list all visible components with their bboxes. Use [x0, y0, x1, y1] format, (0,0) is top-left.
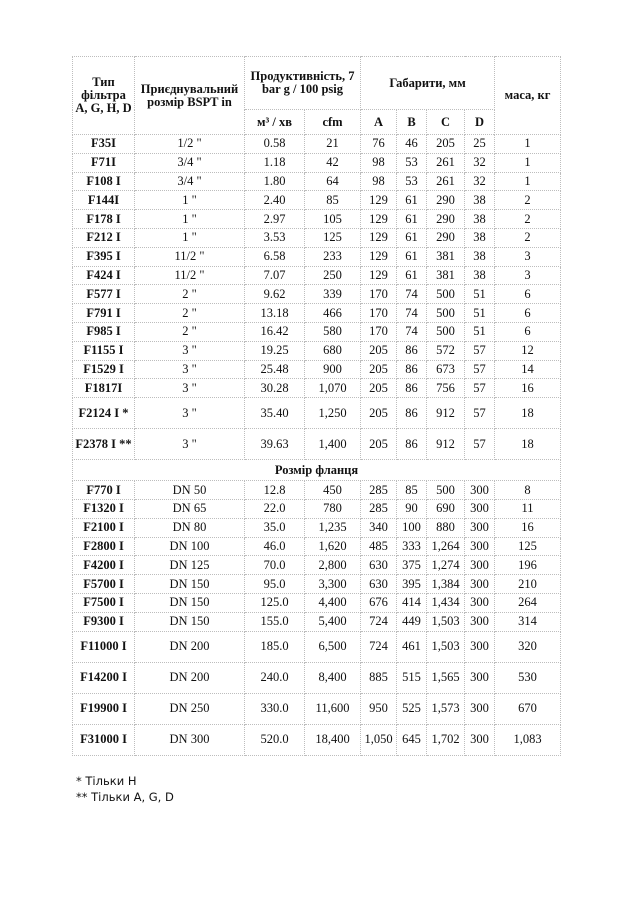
dim-a-cell: 205 — [361, 429, 397, 460]
capacity-m3-cell: 35.0 — [245, 518, 305, 537]
capacity-m3-cell: 95.0 — [245, 575, 305, 594]
mass-cell: 1,083 — [495, 724, 561, 755]
capacity-m3-cell: 2.40 — [245, 191, 305, 210]
header-connection-size: Приєднувальний розмір BSPT in — [135, 57, 245, 135]
filter-type-cell: F2100 I — [73, 518, 135, 537]
dim-d-cell: 57 — [465, 398, 495, 429]
connection-size-cell: DN 125 — [135, 556, 245, 575]
dim-b-cell: 90 — [397, 499, 427, 518]
dim-c-cell: 1,565 — [427, 662, 465, 693]
dim-a-cell: 129 — [361, 228, 397, 247]
connection-size-cell: 3 " — [135, 360, 245, 379]
filter-spec-table — [72, 56, 561, 756]
capacity-cfm-cell: 1,070 — [305, 379, 361, 398]
dim-a-cell: 129 — [361, 247, 397, 266]
capacity-m3-cell: 13.18 — [245, 304, 305, 323]
connection-size-cell: DN 250 — [135, 693, 245, 724]
mass-cell: 264 — [495, 593, 561, 612]
header-dimensions: Габарити, мм — [361, 57, 495, 110]
capacity-m3-cell: 1.18 — [245, 153, 305, 172]
dim-b-cell: 74 — [397, 304, 427, 323]
capacity-cfm-cell: 233 — [305, 247, 361, 266]
capacity-cfm-cell: 1,400 — [305, 429, 361, 460]
dim-b-cell: 74 — [397, 322, 427, 341]
capacity-cfm-cell: 21 — [305, 135, 361, 154]
header-dim-c: C — [427, 110, 465, 135]
capacity-m3-cell: 30.28 — [245, 379, 305, 398]
dim-c-cell: 261 — [427, 172, 465, 191]
connection-size-cell: 2 " — [135, 304, 245, 323]
filter-type-cell: F395 I — [73, 247, 135, 266]
dim-c-cell: 290 — [427, 191, 465, 210]
mass-cell: 1 — [495, 135, 561, 154]
filter-type-cell: F212 I — [73, 228, 135, 247]
dim-b-cell: 515 — [397, 662, 427, 693]
dim-b-cell: 86 — [397, 379, 427, 398]
dim-b-cell: 53 — [397, 172, 427, 191]
connection-size-cell: 1 " — [135, 228, 245, 247]
footnote-agd-only: ** Тільки A, G, D — [76, 790, 174, 804]
dim-a-cell: 170 — [361, 285, 397, 304]
header-dim-a: A — [361, 110, 397, 135]
capacity-m3-cell: 39.63 — [245, 429, 305, 460]
capacity-cfm-cell: 450 — [305, 481, 361, 500]
table-row — [73, 153, 561, 172]
table-row — [73, 631, 561, 662]
capacity-m3-cell: 2.97 — [245, 210, 305, 229]
capacity-m3-cell: 185.0 — [245, 631, 305, 662]
header-capacity: Продуктивність, 7 bar g / 100 psig — [245, 57, 361, 110]
mass-cell: 320 — [495, 631, 561, 662]
table-row — [73, 322, 561, 341]
mass-cell: 1 — [495, 153, 561, 172]
dim-b-cell: 395 — [397, 575, 427, 594]
table-row — [73, 662, 561, 693]
dim-b-cell: 61 — [397, 266, 427, 285]
dim-a-cell: 76 — [361, 135, 397, 154]
mass-cell: 12 — [495, 341, 561, 360]
mass-cell: 314 — [495, 612, 561, 631]
flange-section-title: Розмір фланця — [73, 460, 561, 481]
dim-b-cell: 333 — [397, 537, 427, 556]
connection-size-cell: 11/2 " — [135, 266, 245, 285]
connection-size-cell: DN 200 — [135, 662, 245, 693]
dim-c-cell: 261 — [427, 153, 465, 172]
dim-a-cell: 724 — [361, 631, 397, 662]
capacity-cfm-cell: 85 — [305, 191, 361, 210]
connection-size-cell: 3 " — [135, 341, 245, 360]
connection-size-cell: DN 80 — [135, 518, 245, 537]
filter-type-cell: F577 I — [73, 285, 135, 304]
filter-type-cell: F2124 I * — [73, 398, 135, 429]
filter-type-cell: F2800 I — [73, 537, 135, 556]
dim-b-cell: 375 — [397, 556, 427, 575]
dim-c-cell: 1,384 — [427, 575, 465, 594]
filter-type-cell: F108 I — [73, 172, 135, 191]
filter-type-cell: F985 I — [73, 322, 135, 341]
flange-section — [73, 460, 561, 481]
header-mass: маса, кг — [495, 57, 561, 135]
dim-b-cell: 46 — [397, 135, 427, 154]
connection-size-cell: DN 65 — [135, 499, 245, 518]
threaded-rows — [73, 135, 561, 460]
table-row — [73, 429, 561, 460]
dim-d-cell: 300 — [465, 537, 495, 556]
table-row — [73, 135, 561, 154]
dim-a-cell: 205 — [361, 341, 397, 360]
dim-a-cell: 205 — [361, 360, 397, 379]
mass-cell: 125 — [495, 537, 561, 556]
dim-a-cell: 170 — [361, 304, 397, 323]
capacity-cfm-cell: 64 — [305, 172, 361, 191]
table-row — [73, 285, 561, 304]
connection-size-cell: DN 150 — [135, 575, 245, 594]
table-row — [73, 228, 561, 247]
dim-a-cell: 950 — [361, 693, 397, 724]
dim-d-cell: 57 — [465, 341, 495, 360]
capacity-cfm-cell: 6,500 — [305, 631, 361, 662]
capacity-cfm-cell: 105 — [305, 210, 361, 229]
dim-c-cell: 500 — [427, 285, 465, 304]
capacity-cfm-cell: 466 — [305, 304, 361, 323]
connection-size-cell: 3/4 " — [135, 172, 245, 191]
capacity-m3-cell: 35.40 — [245, 398, 305, 429]
dim-d-cell: 300 — [465, 724, 495, 755]
capacity-cfm-cell: 8,400 — [305, 662, 361, 693]
dim-a-cell: 340 — [361, 518, 397, 537]
mass-cell: 2 — [495, 228, 561, 247]
connection-size-cell: DN 200 — [135, 631, 245, 662]
flange-rows — [73, 481, 561, 755]
dim-a-cell: 285 — [361, 481, 397, 500]
dim-a-cell: 205 — [361, 379, 397, 398]
capacity-cfm-cell: 2,800 — [305, 556, 361, 575]
dim-c-cell: 756 — [427, 379, 465, 398]
dim-d-cell: 38 — [465, 191, 495, 210]
connection-size-cell: DN 300 — [135, 724, 245, 755]
dim-a-cell: 285 — [361, 499, 397, 518]
filter-type-cell: F7500 I — [73, 593, 135, 612]
dim-d-cell: 51 — [465, 285, 495, 304]
dim-c-cell: 1,434 — [427, 593, 465, 612]
filter-type-cell: F1320 I — [73, 499, 135, 518]
dim-c-cell: 1,503 — [427, 631, 465, 662]
dim-a-cell: 676 — [361, 593, 397, 612]
dim-c-cell: 290 — [427, 210, 465, 229]
table-row — [73, 398, 561, 429]
filter-type-cell: F424 I — [73, 266, 135, 285]
capacity-cfm-cell: 4,400 — [305, 593, 361, 612]
table-row — [73, 172, 561, 191]
capacity-cfm-cell: 1,235 — [305, 518, 361, 537]
dim-d-cell: 38 — [465, 228, 495, 247]
dim-a-cell: 724 — [361, 612, 397, 631]
dim-d-cell: 300 — [465, 693, 495, 724]
connection-size-cell: 11/2 " — [135, 247, 245, 266]
header-dim-d: D — [465, 110, 495, 135]
dim-c-cell: 912 — [427, 429, 465, 460]
connection-size-cell: 1 " — [135, 210, 245, 229]
dim-b-cell: 61 — [397, 247, 427, 266]
capacity-cfm-cell: 18,400 — [305, 724, 361, 755]
dim-b-cell: 61 — [397, 228, 427, 247]
dim-c-cell: 1,274 — [427, 556, 465, 575]
mass-cell: 8 — [495, 481, 561, 500]
mass-cell: 16 — [495, 518, 561, 537]
filter-type-cell: F178 I — [73, 210, 135, 229]
table-row — [73, 693, 561, 724]
dim-a-cell: 129 — [361, 191, 397, 210]
filter-type-cell: F9300 I — [73, 612, 135, 631]
capacity-cfm-cell: 1,250 — [305, 398, 361, 429]
capacity-cfm-cell: 680 — [305, 341, 361, 360]
dim-d-cell: 300 — [465, 612, 495, 631]
mass-cell: 16 — [495, 379, 561, 398]
filter-type-cell: F11000 I — [73, 631, 135, 662]
footnote-h-only: * Тільки H — [76, 774, 137, 788]
capacity-m3-cell: 9.62 — [245, 285, 305, 304]
dim-d-cell: 57 — [465, 429, 495, 460]
mass-cell: 11 — [495, 499, 561, 518]
table-row — [73, 612, 561, 631]
dim-b-cell: 86 — [397, 398, 427, 429]
header-capacity-cfm: cfm — [305, 110, 361, 135]
dim-c-cell: 500 — [427, 481, 465, 500]
table-row — [73, 537, 561, 556]
table-row — [73, 593, 561, 612]
capacity-m3-cell: 0.58 — [245, 135, 305, 154]
capacity-cfm-cell: 780 — [305, 499, 361, 518]
connection-size-cell: DN 150 — [135, 593, 245, 612]
dim-b-cell: 461 — [397, 631, 427, 662]
capacity-m3-cell: 1.80 — [245, 172, 305, 191]
dim-a-cell: 98 — [361, 172, 397, 191]
filter-type-cell: F19900 I — [73, 693, 135, 724]
dim-b-cell: 61 — [397, 191, 427, 210]
dim-d-cell: 300 — [465, 575, 495, 594]
capacity-m3-cell: 155.0 — [245, 612, 305, 631]
filter-type-cell: F31000 I — [73, 724, 135, 755]
dim-d-cell: 38 — [465, 266, 495, 285]
dim-b-cell: 86 — [397, 360, 427, 379]
dim-c-cell: 1,264 — [427, 537, 465, 556]
dim-d-cell: 300 — [465, 662, 495, 693]
dim-c-cell: 1,503 — [427, 612, 465, 631]
mass-cell: 6 — [495, 285, 561, 304]
dim-d-cell: 38 — [465, 247, 495, 266]
dim-b-cell: 74 — [397, 285, 427, 304]
connection-size-cell: DN 100 — [135, 537, 245, 556]
capacity-cfm-cell: 125 — [305, 228, 361, 247]
capacity-m3-cell: 520.0 — [245, 724, 305, 755]
capacity-m3-cell: 12.8 — [245, 481, 305, 500]
capacity-cfm-cell: 5,400 — [305, 612, 361, 631]
capacity-cfm-cell: 11,600 — [305, 693, 361, 724]
capacity-m3-cell: 46.0 — [245, 537, 305, 556]
dim-d-cell: 300 — [465, 481, 495, 500]
footnotes — [76, 773, 174, 805]
table-row — [73, 481, 561, 500]
mass-cell: 210 — [495, 575, 561, 594]
filter-type-cell: F770 I — [73, 481, 135, 500]
dim-a-cell: 1,050 — [361, 724, 397, 755]
mass-cell: 3 — [495, 266, 561, 285]
dim-d-cell: 57 — [465, 379, 495, 398]
capacity-m3-cell: 16.42 — [245, 322, 305, 341]
dim-d-cell: 32 — [465, 172, 495, 191]
dim-d-cell: 300 — [465, 499, 495, 518]
capacity-cfm-cell: 3,300 — [305, 575, 361, 594]
filter-type-cell: F71I — [73, 153, 135, 172]
mass-cell: 196 — [495, 556, 561, 575]
dim-c-cell: 381 — [427, 266, 465, 285]
capacity-cfm-cell: 339 — [305, 285, 361, 304]
dim-a-cell: 98 — [361, 153, 397, 172]
dim-d-cell: 51 — [465, 304, 495, 323]
mass-cell: 530 — [495, 662, 561, 693]
filter-type-cell: F35I — [73, 135, 135, 154]
dim-a-cell: 630 — [361, 575, 397, 594]
table-row — [73, 556, 561, 575]
mass-cell: 2 — [495, 191, 561, 210]
capacity-cfm-cell: 1,620 — [305, 537, 361, 556]
connection-size-cell: 3 " — [135, 398, 245, 429]
filter-type-cell: F1817I — [73, 379, 135, 398]
dim-b-cell: 85 — [397, 481, 427, 500]
capacity-m3-cell: 240.0 — [245, 662, 305, 693]
connection-size-cell: 3/4 " — [135, 153, 245, 172]
dim-b-cell: 525 — [397, 693, 427, 724]
capacity-m3-cell: 3.53 — [245, 228, 305, 247]
filter-type-cell: F1529 I — [73, 360, 135, 379]
capacity-m3-cell: 25.48 — [245, 360, 305, 379]
connection-size-cell: 2 " — [135, 322, 245, 341]
dim-c-cell: 673 — [427, 360, 465, 379]
dim-c-cell: 290 — [427, 228, 465, 247]
dim-d-cell: 300 — [465, 593, 495, 612]
connection-size-cell: DN 150 — [135, 612, 245, 631]
connection-size-cell: 1 " — [135, 191, 245, 210]
table-row — [73, 575, 561, 594]
table-row — [73, 360, 561, 379]
dim-d-cell: 300 — [465, 556, 495, 575]
dim-d-cell: 51 — [465, 322, 495, 341]
table-row — [73, 341, 561, 360]
capacity-m3-cell: 330.0 — [245, 693, 305, 724]
mass-cell: 3 — [495, 247, 561, 266]
dim-b-cell: 86 — [397, 341, 427, 360]
connection-size-cell: 2 " — [135, 285, 245, 304]
table-row — [73, 247, 561, 266]
dim-b-cell: 645 — [397, 724, 427, 755]
dim-c-cell: 500 — [427, 304, 465, 323]
mass-cell: 6 — [495, 304, 561, 323]
capacity-m3-cell: 22.0 — [245, 499, 305, 518]
dim-a-cell: 170 — [361, 322, 397, 341]
capacity-m3-cell: 19.25 — [245, 341, 305, 360]
connection-size-cell: 3 " — [135, 379, 245, 398]
table-row — [73, 191, 561, 210]
dim-d-cell: 300 — [465, 518, 495, 537]
dim-b-cell: 449 — [397, 612, 427, 631]
table-row — [73, 210, 561, 229]
mass-cell: 670 — [495, 693, 561, 724]
dim-c-cell: 1,702 — [427, 724, 465, 755]
filter-type-cell: F2378 I ** — [73, 429, 135, 460]
dim-b-cell: 86 — [397, 429, 427, 460]
dim-a-cell: 885 — [361, 662, 397, 693]
dim-d-cell: 300 — [465, 631, 495, 662]
header-filter-type: Тип фільтра A, G, H, D — [73, 57, 135, 135]
mass-cell: 6 — [495, 322, 561, 341]
mass-cell: 1 — [495, 172, 561, 191]
mass-cell: 2 — [495, 210, 561, 229]
table-row — [73, 518, 561, 537]
dim-a-cell: 129 — [361, 210, 397, 229]
table-row — [73, 304, 561, 323]
capacity-cfm-cell: 250 — [305, 266, 361, 285]
capacity-cfm-cell: 580 — [305, 322, 361, 341]
table-row — [73, 499, 561, 518]
table-row — [73, 266, 561, 285]
dim-c-cell: 500 — [427, 322, 465, 341]
dim-c-cell: 690 — [427, 499, 465, 518]
dim-d-cell: 57 — [465, 360, 495, 379]
mass-cell: 18 — [495, 429, 561, 460]
connection-size-cell: DN 50 — [135, 481, 245, 500]
connection-size-cell: 3 " — [135, 429, 245, 460]
dim-b-cell: 53 — [397, 153, 427, 172]
dim-a-cell: 630 — [361, 556, 397, 575]
filter-type-cell: F144I — [73, 191, 135, 210]
table-row — [73, 379, 561, 398]
capacity-m3-cell: 6.58 — [245, 247, 305, 266]
dim-d-cell: 38 — [465, 210, 495, 229]
mass-cell: 14 — [495, 360, 561, 379]
filter-type-cell: F791 I — [73, 304, 135, 323]
filter-type-cell: F4200 I — [73, 556, 135, 575]
dim-a-cell: 485 — [361, 537, 397, 556]
dim-d-cell: 32 — [465, 153, 495, 172]
dim-d-cell: 25 — [465, 135, 495, 154]
filter-type-cell: F1155 I — [73, 341, 135, 360]
dim-c-cell: 880 — [427, 518, 465, 537]
capacity-m3-cell: 70.0 — [245, 556, 305, 575]
dim-c-cell: 1,573 — [427, 693, 465, 724]
capacity-m3-cell: 125.0 — [245, 593, 305, 612]
mass-cell: 18 — [495, 398, 561, 429]
filter-type-cell: F14200 I — [73, 662, 135, 693]
capacity-cfm-cell: 42 — [305, 153, 361, 172]
header-dim-b: B — [397, 110, 427, 135]
dim-b-cell: 100 — [397, 518, 427, 537]
dim-c-cell: 205 — [427, 135, 465, 154]
connection-size-cell: 1/2 " — [135, 135, 245, 154]
table-row — [73, 724, 561, 755]
dim-c-cell: 912 — [427, 398, 465, 429]
filter-type-cell: F5700 I — [73, 575, 135, 594]
dim-a-cell: 205 — [361, 398, 397, 429]
capacity-cfm-cell: 900 — [305, 360, 361, 379]
dim-a-cell: 129 — [361, 266, 397, 285]
header-capacity-m3: м³ / хв — [245, 110, 305, 135]
capacity-m3-cell: 7.07 — [245, 266, 305, 285]
dim-c-cell: 572 — [427, 341, 465, 360]
dim-b-cell: 414 — [397, 593, 427, 612]
dim-b-cell: 61 — [397, 210, 427, 229]
dim-c-cell: 381 — [427, 247, 465, 266]
